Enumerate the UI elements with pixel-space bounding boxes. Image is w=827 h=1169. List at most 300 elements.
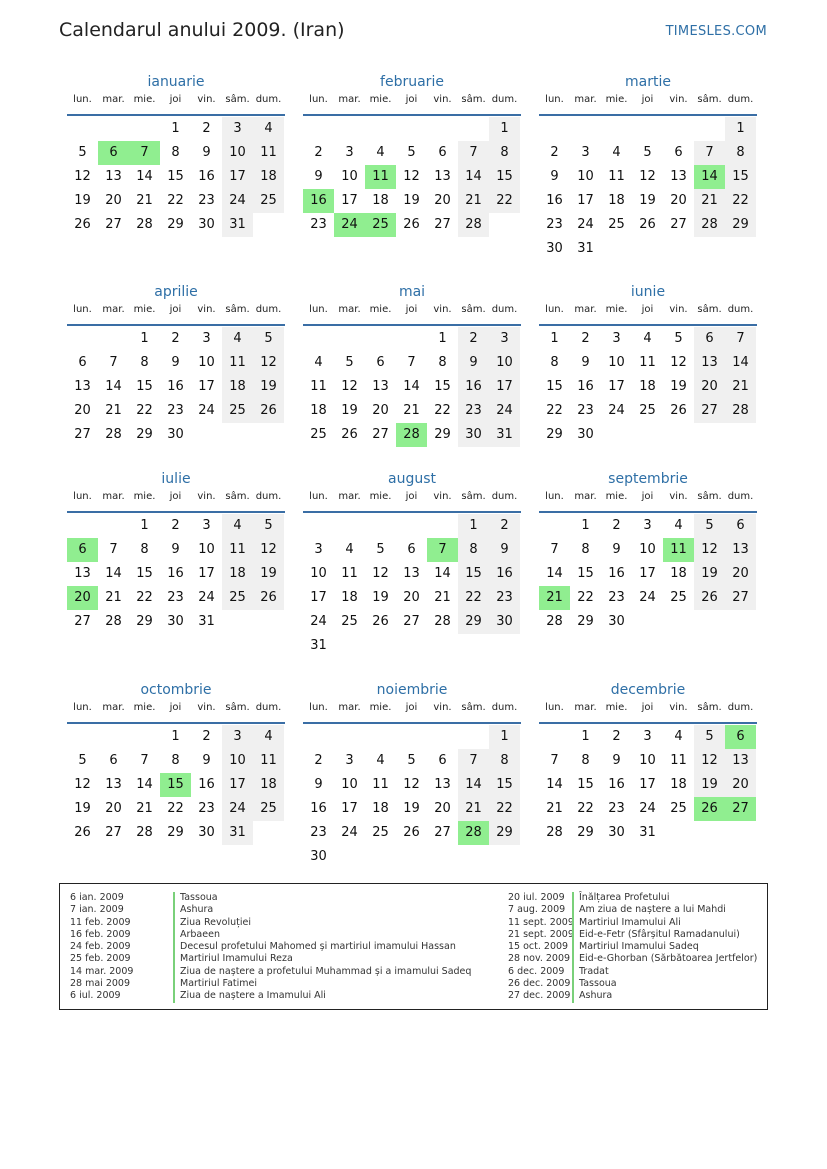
- weekday-label: sâm.: [225, 491, 250, 502]
- holiday-name: Martiriul Imamului Ali: [572, 917, 681, 929]
- empty-cell: [67, 327, 98, 351]
- month-name: ianuarie: [147, 74, 205, 90]
- day-cell: 16: [167, 379, 184, 394]
- day-cell: 29: [546, 427, 563, 442]
- empty-cell: [365, 514, 396, 538]
- weekday-label: mie.: [369, 702, 392, 713]
- day-grid: [67, 116, 285, 237]
- holiday-day-cell: 21: [539, 586, 570, 610]
- day-cell: 23: [167, 403, 184, 418]
- empty-cell: [334, 725, 365, 749]
- weekday-label: lun.: [73, 304, 92, 315]
- day-cell: 10: [577, 169, 594, 184]
- weekday-header: [303, 700, 521, 724]
- day-cell: 23: [546, 217, 563, 232]
- empty-cell: [129, 117, 160, 141]
- day-cell: 4: [674, 729, 683, 744]
- day-cell: 31: [222, 821, 253, 845]
- weekday-label: dum.: [491, 702, 518, 713]
- weekday-label: sâm.: [697, 94, 722, 105]
- day-cell: 2: [612, 518, 621, 533]
- day-cell: 20: [725, 562, 756, 586]
- holiday-day-cell: 20: [67, 586, 98, 610]
- holiday-date: 26 dec. 2009: [508, 978, 571, 990]
- day-cell: 1: [581, 518, 590, 533]
- day-cell: 25: [608, 217, 625, 232]
- day-cell: 15: [434, 379, 451, 394]
- day-cell: 19: [403, 801, 420, 816]
- day-cell: 22: [577, 801, 594, 816]
- day-cell: 4: [376, 145, 385, 160]
- day-cell: 24: [639, 801, 656, 816]
- day-cell: 21: [694, 189, 725, 213]
- holiday-entry: [508, 892, 757, 904]
- day-cell: 19: [341, 403, 358, 418]
- day-cell: 23: [310, 825, 327, 840]
- day-cell: 21: [725, 375, 756, 399]
- holiday-date: 20 iul. 2009: [508, 892, 565, 903]
- holiday-date: 11 sept. 2009: [508, 916, 574, 928]
- weekday-label: vin.: [669, 491, 688, 502]
- day-cell: 27: [105, 217, 122, 232]
- day-cell: 5: [694, 725, 725, 749]
- day-cell: 28: [105, 614, 122, 629]
- weekday-label: dum.: [255, 491, 282, 502]
- day-cell: 27: [372, 427, 389, 442]
- day-cell: 31: [310, 638, 327, 653]
- weekday-label: sâm.: [225, 304, 250, 315]
- weekday-label: mie.: [605, 94, 628, 105]
- day-cell: 20: [694, 375, 725, 399]
- empty-cell: [365, 327, 396, 351]
- weekday-label: sâm.: [697, 304, 722, 315]
- day-grid: [539, 513, 757, 634]
- day-cell: 29: [136, 614, 153, 629]
- weekday-label: vin.: [669, 304, 688, 315]
- empty-cell: [365, 725, 396, 749]
- day-cell: 27: [434, 825, 451, 840]
- holiday-name: Tassoua: [173, 892, 218, 904]
- weekday-label: mie.: [133, 94, 156, 105]
- holiday-date: 6 dec. 2009: [508, 965, 565, 977]
- empty-cell: [303, 327, 334, 351]
- day-cell: 6: [674, 145, 683, 160]
- site-logo[interactable]: TIMESLES.COM: [665, 24, 767, 39]
- day-cell: 10: [639, 542, 656, 557]
- weekday-header: [67, 700, 285, 724]
- day-cell: 18: [639, 379, 656, 394]
- weekday-label: lun.: [309, 702, 328, 713]
- empty-cell: [539, 117, 570, 141]
- day-cell: 14: [458, 773, 489, 797]
- weekday-label: mar.: [338, 304, 361, 315]
- day-cell: 29: [167, 825, 184, 840]
- weekday-label: mar.: [102, 491, 125, 502]
- holiday-entry: [70, 990, 471, 1002]
- weekday-label: mar.: [102, 304, 125, 315]
- weekday-label: mar.: [338, 94, 361, 105]
- day-grid: [303, 513, 521, 658]
- day-cell: 30: [310, 849, 327, 864]
- month-name: octombrie: [140, 682, 212, 698]
- day-cell: 24: [222, 189, 253, 213]
- day-cell: 20: [725, 773, 756, 797]
- day-cell: 13: [434, 777, 451, 792]
- day-cell: 3: [314, 542, 323, 557]
- empty-cell: [663, 117, 694, 141]
- day-cell: 26: [670, 403, 687, 418]
- holiday-date: 14 mar. 2009: [70, 965, 134, 977]
- day-cell: 12: [694, 749, 725, 773]
- day-cell: 30: [608, 614, 625, 629]
- day-cell: 8: [581, 542, 590, 557]
- day-cell: 7: [109, 542, 118, 557]
- day-cell: 22: [489, 189, 520, 213]
- day-cell: 22: [458, 586, 489, 610]
- day-cell: 23: [577, 403, 594, 418]
- day-cell: 8: [489, 141, 520, 165]
- day-cell: 30: [608, 825, 625, 840]
- day-cell: 27: [434, 217, 451, 232]
- day-cell: 25: [670, 801, 687, 816]
- day-cell: 11: [222, 538, 253, 562]
- day-cell: 30: [167, 427, 184, 442]
- day-cell: 24: [577, 217, 594, 232]
- day-cell: 25: [341, 614, 358, 629]
- weekday-label: lun.: [73, 702, 92, 713]
- day-cell: 25: [222, 586, 253, 610]
- day-cell: 5: [643, 145, 652, 160]
- day-cell: 16: [458, 375, 489, 399]
- weekday-label: sâm.: [461, 491, 486, 502]
- day-cell: 15: [136, 379, 153, 394]
- day-cell: 30: [458, 423, 489, 447]
- weekday-label: mie.: [605, 304, 628, 315]
- day-cell: 9: [314, 169, 323, 184]
- weekday-label: mar.: [102, 94, 125, 105]
- empty-cell: [303, 725, 334, 749]
- day-cell: 19: [639, 193, 656, 208]
- day-cell: 28: [434, 614, 451, 629]
- day-cell: 14: [458, 165, 489, 189]
- day-cell: 30: [489, 610, 520, 634]
- holiday-entry: [70, 929, 471, 941]
- day-cell: 11: [253, 749, 284, 773]
- day-cell: 5: [674, 331, 683, 346]
- day-cell: 4: [253, 117, 284, 141]
- day-cell: 6: [78, 355, 87, 370]
- weekday-label: dum.: [491, 304, 518, 315]
- day-cell: 30: [198, 825, 215, 840]
- weekday-header: [67, 489, 285, 513]
- empty-cell: [98, 725, 129, 749]
- day-cell: 13: [372, 379, 389, 394]
- holiday-day-cell: 6: [725, 725, 756, 749]
- weekday-label: mie.: [605, 702, 628, 713]
- day-cell: 25: [670, 590, 687, 605]
- holiday-entry: [70, 966, 471, 978]
- day-cell: 18: [222, 375, 253, 399]
- weekday-label: mie.: [369, 304, 392, 315]
- day-cell: 12: [403, 777, 420, 792]
- day-cell: 11: [222, 351, 253, 375]
- day-cell: 17: [341, 801, 358, 816]
- holiday-name: Tassoua: [572, 978, 617, 990]
- day-cell: 22: [725, 189, 756, 213]
- weekday-label: mar.: [338, 702, 361, 713]
- day-cell: 3: [222, 117, 253, 141]
- month-name: mai: [398, 284, 426, 300]
- empty-cell: [539, 514, 570, 538]
- month-ianuarie: [67, 72, 285, 237]
- holiday-name: Martiriul Imamului Reza: [173, 953, 293, 965]
- day-cell: 31: [577, 241, 594, 256]
- day-cell: 10: [341, 169, 358, 184]
- holiday-name: Eid-e-Fetr (Sfârșitul Ramadanului): [572, 929, 740, 941]
- day-cell: 29: [434, 427, 451, 442]
- day-cell: 28: [458, 213, 489, 237]
- day-cell: 28: [725, 399, 756, 423]
- weekday-label: sâm.: [225, 94, 250, 105]
- day-cell: 2: [581, 331, 590, 346]
- month-name: decembrie: [610, 682, 686, 698]
- day-cell: 23: [310, 217, 327, 232]
- day-cell: 1: [489, 725, 520, 749]
- holiday-day-cell: 26: [694, 797, 725, 821]
- holiday-name: Ashura: [572, 990, 612, 1002]
- day-cell: 11: [608, 169, 625, 184]
- day-cell: 20: [403, 590, 420, 605]
- day-cell: 16: [310, 801, 327, 816]
- weekday-label: mie.: [605, 491, 628, 502]
- day-cell: 24: [608, 403, 625, 418]
- day-cell: 6: [438, 753, 447, 768]
- day-cell: 2: [489, 514, 520, 538]
- day-cell: 14: [546, 777, 563, 792]
- day-cell: 26: [341, 427, 358, 442]
- day-cell: 1: [489, 117, 520, 141]
- day-cell: 28: [136, 825, 153, 840]
- month-februarie: [303, 72, 521, 237]
- day-cell: 31: [639, 825, 656, 840]
- weekday-label: mie.: [133, 491, 156, 502]
- day-cell: 19: [670, 379, 687, 394]
- holiday-day-cell: 7: [129, 141, 160, 165]
- empty-cell: [303, 117, 334, 141]
- weekday-label: dum.: [491, 491, 518, 502]
- weekday-label: joi: [641, 94, 654, 105]
- day-cell: 9: [458, 351, 489, 375]
- day-cell: 14: [403, 379, 420, 394]
- day-cell: 1: [438, 331, 447, 346]
- day-cell: 8: [489, 749, 520, 773]
- weekday-label: joi: [405, 702, 418, 713]
- day-cell: 9: [171, 355, 180, 370]
- holiday-list: [59, 883, 768, 1010]
- day-cell: 17: [198, 566, 215, 581]
- holiday-day-cell: 16: [303, 189, 334, 213]
- holiday-date: 6 ian. 2009: [70, 892, 124, 903]
- holiday-day-cell: 27: [725, 797, 756, 821]
- day-cell: 3: [489, 327, 520, 351]
- day-cell: 5: [376, 542, 385, 557]
- holiday-entry: [508, 917, 757, 929]
- empty-cell: [334, 117, 365, 141]
- weekday-label: joi: [641, 491, 654, 502]
- weekday-label: vin.: [433, 304, 452, 315]
- day-cell: 29: [167, 217, 184, 232]
- weekday-label: dum.: [727, 702, 754, 713]
- month-august: [303, 469, 521, 658]
- day-cell: 21: [403, 403, 420, 418]
- month-name: septembrie: [608, 471, 688, 487]
- day-cell: 12: [341, 379, 358, 394]
- day-cell: 4: [376, 753, 385, 768]
- month-iunie: [539, 282, 757, 447]
- weekday-label: mar.: [338, 491, 361, 502]
- month-septembrie: [539, 469, 757, 634]
- holiday-entry: [70, 941, 471, 953]
- holiday-name: Ziua de naștere a profetului Muhammad și a imamului Sadeq: [173, 966, 471, 978]
- day-cell: 21: [136, 801, 153, 816]
- weekday-header: [67, 92, 285, 116]
- day-cell: 23: [198, 801, 215, 816]
- day-cell: 22: [167, 193, 184, 208]
- day-cell: 8: [171, 145, 180, 160]
- empty-cell: [303, 514, 334, 538]
- day-cell: 27: [403, 614, 420, 629]
- weekday-label: dum.: [727, 491, 754, 502]
- day-cell: 18: [253, 773, 284, 797]
- day-cell: 4: [674, 518, 683, 533]
- day-cell: 6: [438, 145, 447, 160]
- day-cell: 30: [167, 614, 184, 629]
- day-cell: 17: [198, 379, 215, 394]
- day-cell: 22: [136, 403, 153, 418]
- day-cell: 15: [489, 165, 520, 189]
- day-cell: 1: [550, 331, 559, 346]
- day-cell: 8: [725, 141, 756, 165]
- day-cell: 16: [198, 777, 215, 792]
- holiday-entry: [508, 978, 757, 990]
- weekday-label: lun.: [545, 94, 564, 105]
- day-cell: 24: [198, 403, 215, 418]
- day-cell: 6: [407, 542, 416, 557]
- day-cell: 29: [489, 821, 520, 845]
- day-cell: 25: [310, 427, 327, 442]
- day-cell: 19: [74, 193, 91, 208]
- day-cell: 23: [458, 399, 489, 423]
- day-cell: 4: [222, 327, 253, 351]
- day-grid: [539, 724, 757, 845]
- holiday-date: 6 iul. 2009: [70, 990, 121, 1002]
- weekday-label: lun.: [545, 491, 564, 502]
- day-cell: 17: [608, 379, 625, 394]
- weekday-label: dum.: [727, 304, 754, 315]
- day-cell: 19: [372, 590, 389, 605]
- day-cell: 9: [612, 542, 621, 557]
- day-cell: 13: [434, 169, 451, 184]
- day-cell: 10: [639, 753, 656, 768]
- day-cell: 19: [403, 193, 420, 208]
- day-cell: 14: [105, 566, 122, 581]
- day-cell: 7: [550, 753, 559, 768]
- weekday-label: mar.: [102, 702, 125, 713]
- weekday-label: vin.: [669, 702, 688, 713]
- day-cell: 14: [546, 566, 563, 581]
- weekday-header: [303, 92, 521, 116]
- day-cell: 12: [253, 538, 284, 562]
- day-cell: 21: [458, 189, 489, 213]
- day-cell: 8: [438, 355, 447, 370]
- day-cell: 19: [253, 562, 284, 586]
- day-cell: 8: [550, 355, 559, 370]
- day-cell: 12: [74, 169, 91, 184]
- empty-cell: [539, 725, 570, 749]
- weekday-label: lun.: [545, 702, 564, 713]
- empty-cell: [334, 327, 365, 351]
- month-mai: [303, 282, 521, 447]
- day-cell: 12: [694, 538, 725, 562]
- weekday-label: lun.: [73, 491, 92, 502]
- day-cell: 4: [345, 542, 354, 557]
- holiday-date: 27 dec. 2009: [508, 990, 571, 1002]
- weekday-label: vin.: [197, 304, 216, 315]
- empty-cell: [427, 117, 458, 141]
- day-cell: 9: [612, 753, 621, 768]
- day-cell: 10: [198, 542, 215, 557]
- holiday-name: Arbaeen: [173, 929, 220, 941]
- day-grid: [67, 326, 285, 447]
- day-cell: 24: [489, 399, 520, 423]
- day-cell: 14: [136, 169, 153, 184]
- empty-cell: [458, 725, 489, 749]
- holiday-day-cell: 15: [160, 773, 191, 797]
- weekday-label: lun.: [73, 94, 92, 105]
- empty-cell: [67, 514, 98, 538]
- empty-cell: [67, 117, 98, 141]
- holiday-day-cell: 24: [334, 213, 365, 237]
- day-cell: 2: [171, 518, 180, 533]
- day-cell: 24: [198, 590, 215, 605]
- day-cell: 5: [345, 355, 354, 370]
- day-cell: 30: [198, 217, 215, 232]
- day-grid: [539, 116, 757, 261]
- day-cell: 17: [310, 590, 327, 605]
- day-cell: 13: [105, 169, 122, 184]
- day-cell: 17: [639, 566, 656, 581]
- empty-cell: [365, 117, 396, 141]
- empty-cell: [396, 725, 427, 749]
- day-cell: 11: [372, 777, 389, 792]
- day-cell: 7: [725, 327, 756, 351]
- day-cell: 18: [608, 193, 625, 208]
- day-cell: 7: [458, 141, 489, 165]
- holiday-date: 28 mai 2009: [70, 978, 131, 990]
- holiday-list-left: [70, 892, 471, 1003]
- day-cell: 15: [489, 773, 520, 797]
- day-grid: [539, 326, 757, 447]
- day-cell: 10: [341, 777, 358, 792]
- day-cell: 20: [434, 193, 451, 208]
- day-cell: 3: [202, 518, 211, 533]
- weekday-label: joi: [641, 702, 654, 713]
- day-cell: 9: [489, 538, 520, 562]
- holiday-entry: [70, 953, 471, 965]
- day-cell: 15: [725, 165, 756, 189]
- weekday-label: mie.: [369, 94, 392, 105]
- day-cell: 26: [639, 217, 656, 232]
